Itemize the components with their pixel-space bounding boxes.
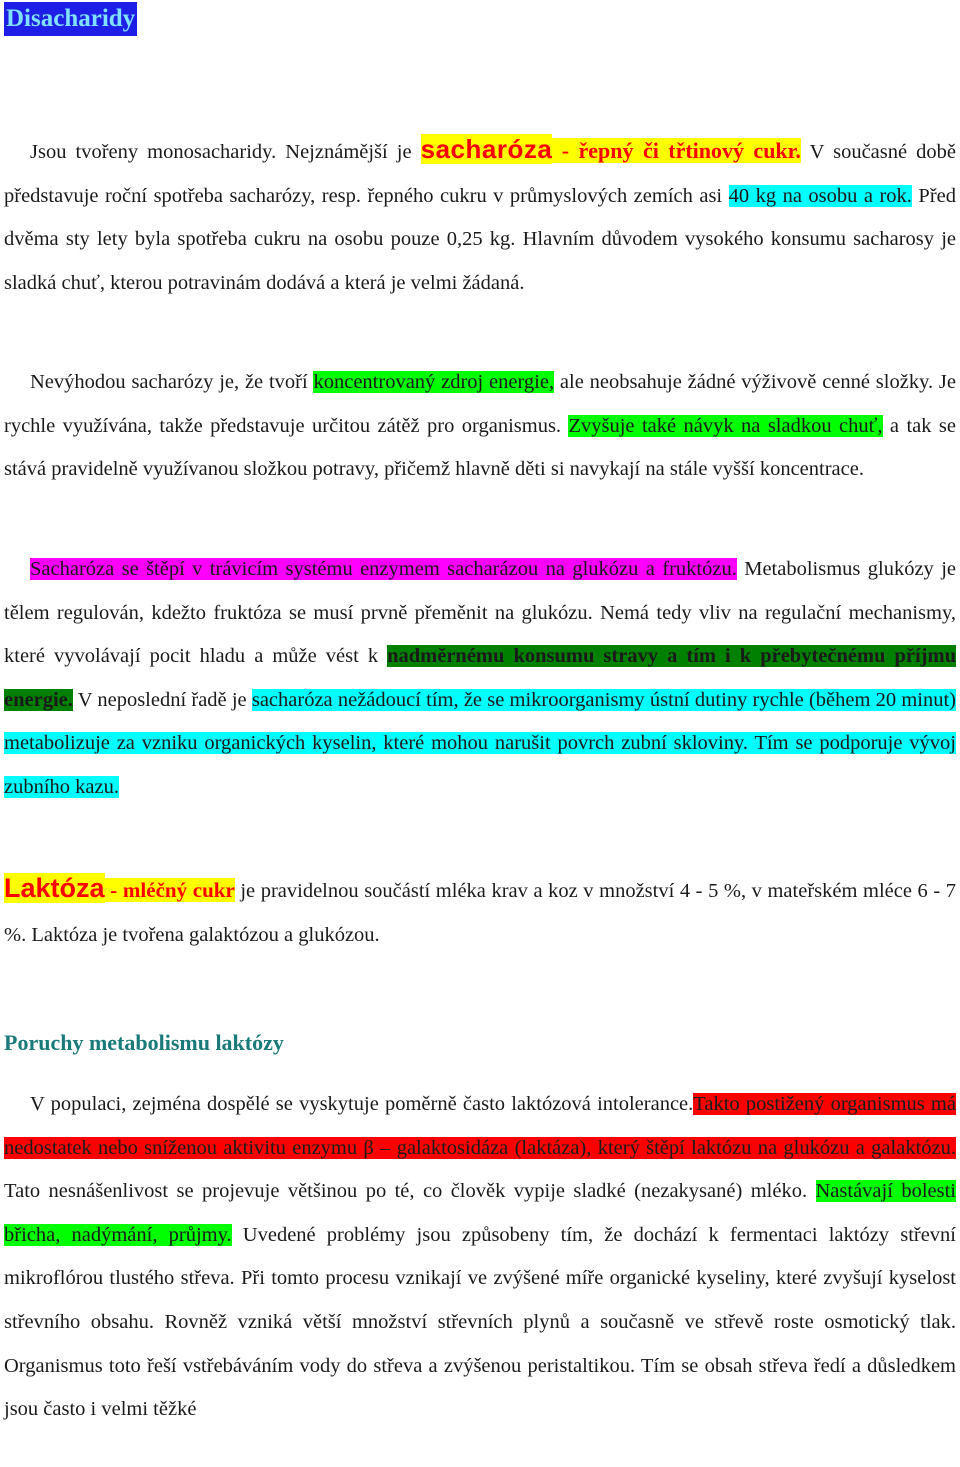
highlight-concentrated-energy: koncentrovaný zdroj energie,	[313, 371, 555, 393]
highlight-consumption: 40 kg na osobu a rok.	[728, 184, 912, 207]
highlight-enzyme-deficiency: Takto postižený organismus má nedostatek nebo sníženou aktivitu enzymu β – galaktosidáza (laktáza), který štěpí laktózu na glukózu a galaktózu.	[4, 1093, 956, 1159]
text-segment: Uvedené problémy jsou způsobeny tím, že dochází k fermentaci laktózy střevní mikroflórou tlustého střeva. Při tomto procesu vznikají ve zvýšené míře organické kyseliny, které zvyšují kyselost střevního obsahu. Rovněž vzniká větší množství střevních plynů a současně ve střevě roste osmotický tlak. Organismus toto řeší vstřebáváním vody do střeva a zvýšenou peristaltikou. Tím se obsah střeva ředí a důsledkem jsou často i velmi těžké	[4, 1223, 957, 1421]
highlight-sucrose-term: sacharóza	[420, 134, 553, 164]
paragraph-sucrose-disadvantages	[4, 361, 956, 492]
highlight-tooth-decay: sacharóza nežádoucí tím, že se mikroorganismy ústní dutiny rychle (během 20 minut) metabolizuje za vzniku organických kyselin, které mohou narušit povrch zubní skloviny. Tím se podporuje vývoj zubního kazu.	[4, 688, 956, 798]
paragraph-sucrose-intro	[4, 128, 956, 305]
text-segment: Tato nesnášenlivost se projevuje většinou po té, co člověk vypije sladké (nezakysané) mléko.	[4, 1180, 816, 1203]
text-segment: ale neobsahuje žádné výživově cenné složky. Je rychle využívána, takže představuje určitou zátěž pro organismus.	[4, 371, 956, 437]
paragraph-sucrose-metabolism	[4, 548, 956, 810]
text-segment: Před dvěma sty lety byla spotřeba cukru na osobu pouze 0,25 kg. Hlavním důvodem vysokého konsumu sacharosy je sladká chuť, kterou potravinám dodává a která je velmi žádaná.	[4, 184, 956, 294]
highlight-lactose-term: Laktóza	[4, 873, 105, 903]
page-title: Disacharidy	[4, 2, 137, 36]
text-segment: V neposlední řadě je	[72, 688, 252, 711]
highlight-sucrose-definition: - řepný či třtinový cukr.	[552, 138, 801, 163]
highlight-sweet-habit: Zvyšuje také návyk na sladkou chuť,	[568, 414, 883, 437]
highlight-lactose-definition: - mléčný cukr	[104, 878, 235, 902]
text-segment: V populaci, zejména dospělé se vyskytuje poměrně často laktózová intolerance.	[30, 1093, 694, 1115]
text-segment: V současné době představuje roční spotřeba sacharózy, resp. řepného cukru v průmyslových zemích asi	[4, 141, 956, 207]
text-segment: a tak se stává pravidelně využívanou složkou potravy, přičemž hlavně děti si navykají na stále vyšší koncentrace.	[4, 414, 956, 481]
text-segment: je pravidelnou součástí mléka krav a koz v množství 4 - 5 %, v mateřském mléce 6 - 7 %. Laktóza je tvořena galaktózou a glukózou.	[4, 880, 956, 946]
section-heading: Poruchy metabolismu laktózy	[4, 1030, 284, 1055]
text-segment: Metabolismus glukózy je tělem regulován, kdežto fruktóza se musí prvně přeměnit na glukózu. Nemá tedy vliv na regulační mechanismy, které vyvolávají pocit hladu a může vést k	[4, 558, 956, 668]
highlight-sucrose-cleavage: Sacharóza se štěpí v trávicím systému enzymem sacharázou na glukózu a fruktózu.	[30, 558, 737, 580]
highlight-symptoms: Nastávají bolesti břicha, nadýmání, průjmy.	[4, 1180, 956, 1246]
highlight-excess-intake: nadměrnému konsumu stravy a tím i k přebytečnému příjmu energie.	[4, 645, 956, 711]
paragraph-lactose-intolerance	[4, 1083, 956, 1432]
text-segment: Jsou tvořeny monosacharidy. Nejznámější je	[30, 141, 421, 163]
paragraph-lactose	[4, 867, 956, 957]
text-segment: Nevýhodou sacharózy je, že tvoří	[30, 371, 314, 393]
